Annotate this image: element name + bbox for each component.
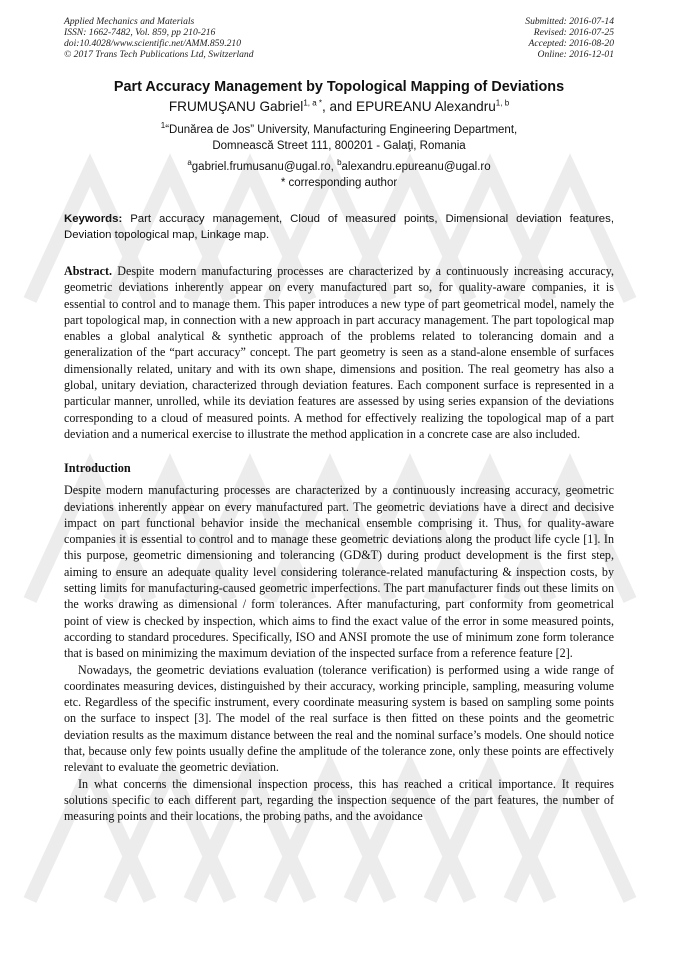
issn: ISSN: 1662-7482, Vol. 859, pp 210-216 [64,27,216,38]
doi: doi:10.4028/www.scientific.net/AMM.859.210 [64,38,242,49]
affiliation-line-1 [64,122,614,138]
paper-page [64,16,614,825]
keywords-text: Part accuracy management, Cloud of measured points, Dimensional deviation features, Deviation topological map, Linkage map. [64,213,614,241]
intro-paragraph-3: In what concerns the dimensional inspection process, this has reached a critical importance. It requires solutions specific to each different part, regarding the inspection sequence of the part features, the number of measuring points and their locations, the probing paths, and the avoidance [64,776,614,824]
header-right [525,16,614,60]
affiliation-line-2: Domnească Street 111, 800201 - Galaţi, Romania [212,140,466,152]
email-separator: , [330,161,338,173]
affiliation-superscript: 1 [160,121,166,131]
email-a: gabriel.frumusanu@ugal.ro [191,161,331,173]
intro-paragraph-2: Nowadays, the geometric deviations evaluation (tolerance verification) is performed using a wide range of coordinates measuring devices, distinguished by their accuracy, working principle, sampling, measuring volume etc. Regardless of the specific instrument, every coordinate measuring system is based on sampling some points on the surface to inspect [3]. The model of the real surface is then fitted on these points and the geometric deviation results as the maximum distance between the real and the nominal surface’s models. One should notice that, because only few points usually define the amplitude of the tolerance zone, only these points are effectively relevant to evaluate the geometric deviation. [64,662,614,775]
author-2-superscript: 1, b [495,98,510,108]
author-separator: , and [322,99,357,114]
author-1-superscript: 1, a * [303,98,322,108]
abstract-text: Despite modern manufacturing processes are characterized by a continuously increasing accuracy, geometric deviations inherently appear on every manufactured part so, for quality-aware companies, it is essential to control and to manage them. This paper introduces a new type of part geometrical model, namely the part topological map, in connection with a new approach in part accuracy management. The part topological map enables a global analytical & synthetic approach of the problems related to tolerancing domain and a generalization of the “part accuracy” concept. The part geometry is seen as a stand-alone ensemble of surfaces dimensionally related, unitary and with its own shape, dimensions and position. The real geometry has also a global, unitary deviation, characterized through deviation features. Each component surface is represented in a particular manner, unrolled, while its deviation features are assessed by using series expansion of the deviations corresponding to a cloud of measured points. A method for effectively realizing the topological map of a part deviation and a numerical exercise to illustrate the method application in a concrete case are also included. [64,264,614,441]
paper-title: Part Accuracy Management by Topological Mapping of Deviations [113,79,565,95]
keywords-label: Keywords: [64,213,123,225]
abstract [64,263,614,442]
section-heading-introduction: Introduction [64,461,131,476]
intro-paragraph-1: Despite modern manufacturing processes are characterized by a continuously increasing accuracy, geometric deviations inherently appear on every manufactured part. The geometric deviations have a direct and decisive impact on part functional behavior inside the mechanical ensemble comprising it. Thus, for quality-aware companies it is essential to control and to manage these geometric deviations along the product life cycle [1]. In this purpose, geometric dimensioning and tolerancing (GD&T) during product development is the first step, aiming to ensure an adequate quality level considering tolerance-related manufacturing & inspection costs, by setting limits for manufacturing-caused geometric imperfections. The part manufacturer finds out these limits on the works drawing as dimensional / form tolerances. After manufacturing, part conformity from geometrical point of view is checked by inspection, which aims to find the exact value of the error in some measured points, according to standard procedures. Specifically, ISO and ANSI promote the use of minimum zone form tolerance that is based on minimizing the maximum deviation of the inspected surface from a reference feature [2]. [64,483,614,661]
author-list [64,98,614,116]
affiliation-line-1-text: “Dunărea de Jos” University, Manufacturing Engineering Department, [165,124,518,136]
publication-header [64,16,614,60]
email-b-superscript: b [337,158,342,168]
copyright: © 2017 Trans Tech Publications Ltd, Switzerland [64,49,254,60]
author-2: EPUREANU Alexandru [356,99,496,114]
author-emails [64,159,614,175]
author-1: FRUMUŞANU Gabriel [168,99,304,114]
abstract-label: Abstract. [64,264,113,278]
journal-name: Applied Mechanics and Materials [64,16,195,27]
keywords [64,211,614,243]
online-date: Online: 2016-12-01 [537,49,614,60]
email-a-superscript: a [187,158,192,168]
revised-date: Revised: 2016-07-25 [533,27,614,38]
submitted-date: Submitted: 2016-07-14 [525,16,614,27]
affiliation [64,122,614,154]
header-left [64,16,254,60]
accepted-date: Accepted: 2016-08-20 [528,38,614,49]
corresponding-author-note: * corresponding author [280,177,398,189]
email-b: alexandru.epureanu@ugal.ro [341,161,491,173]
